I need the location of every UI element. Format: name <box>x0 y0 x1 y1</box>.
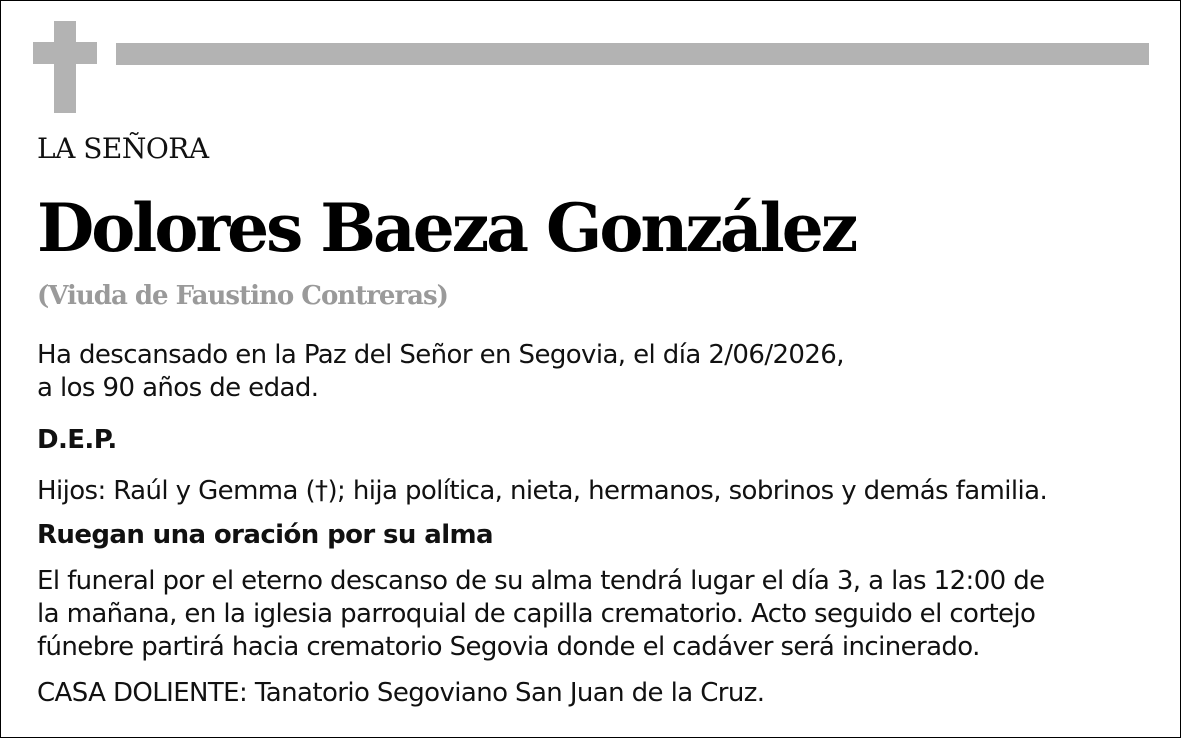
family-list: Hijos: Raúl y Gemma (†); hija política, nieta, hermanos, sobrinos y demás familia. <box>37 476 1048 506</box>
honorific: LA SEÑORA <box>37 132 209 165</box>
header-divider-bar <box>116 43 1149 65</box>
death-announcement <box>37 339 844 405</box>
funeral-line-2: la mañana, en la iglesia parroquial de capilla crematorio. Acto seguido el cortejo <box>37 599 1036 629</box>
deceased-name: Dolores Baeza González <box>37 189 856 267</box>
mourning-house: CASA DOLIENTE: Tanatorio Segoviano San Juan de la Cruz. <box>37 678 765 708</box>
funeral-line-1: El funeral por el eterno descanso de su alma tendrá lugar el día 3, a las 12:00 de <box>37 566 1045 596</box>
cross-icon <box>54 21 76 113</box>
spouse-note: (Viuda de Faustino Contreras) <box>37 281 448 311</box>
funeral-details <box>37 565 1045 664</box>
prayer-request: Ruegan una oración por su alma <box>37 520 493 550</box>
death-line-1: Ha descansado en la Paz del Señor en Segovia, el día 2/06/2026, <box>37 340 844 370</box>
funeral-line-3: fúnebre partirá hacia crematorio Segovia donde el cadáver será incinerado. <box>37 632 980 662</box>
cross-icon-arm <box>33 42 97 64</box>
rest-in-peace: D.E.P. <box>37 425 117 455</box>
death-line-2: a los 90 años de edad. <box>37 373 319 403</box>
